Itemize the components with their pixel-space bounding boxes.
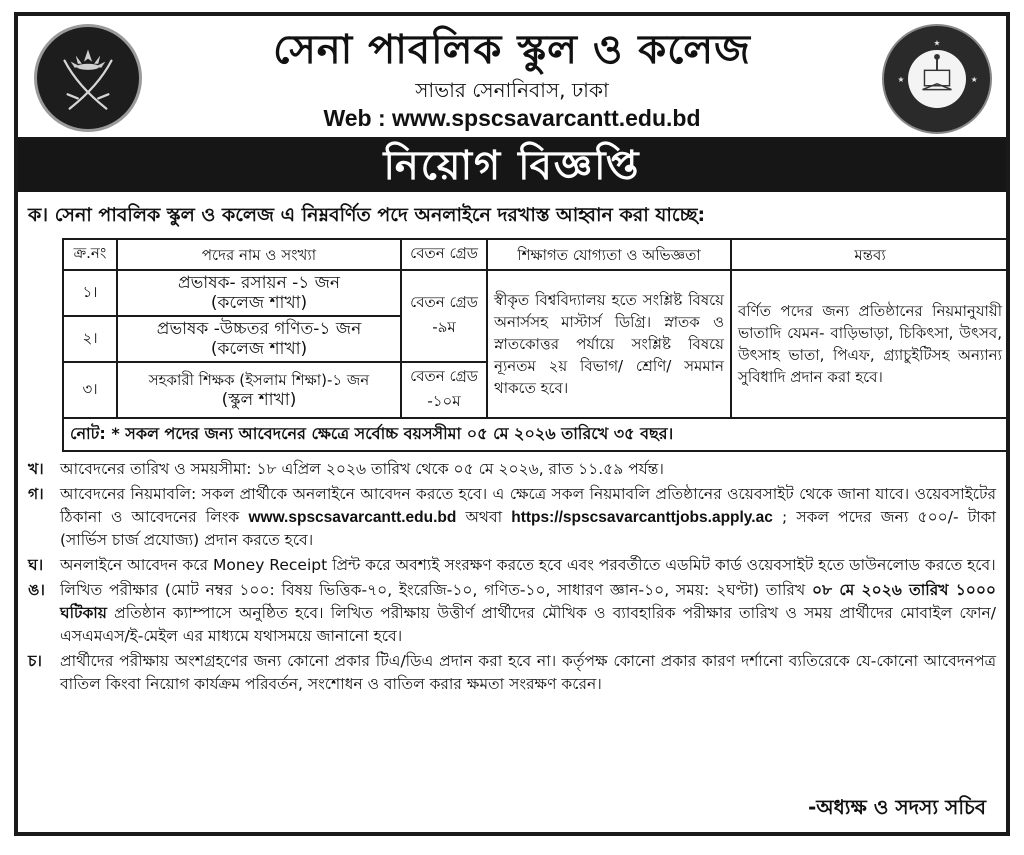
post-name: প্রভাষক- রসায়ন -১ জন (177, 273, 341, 293)
header-serial: ক্র.নং (63, 239, 117, 270)
fee-text: ; সকল পদের জন্য ৫০০/- টাকা (সার্ভিস চার্জ প্রযোজ্য) প্রদান করতে হবে। (60, 508, 996, 549)
post-name: প্রভাষক -উচ্চতর গণিত-১ জন (156, 319, 362, 339)
age-limit-note: নোট: * সকল পদের জন্য আবেদনের ক্ষেত্রে সর্বোচ্চ বয়সসীমা ০৫ মে ২০২৬ তারিখে ৩৫ বছর। (63, 418, 1009, 451)
svg-text:★: ★ (970, 74, 978, 84)
header-post-name: পদের নাম ও সংখ্যা (117, 239, 401, 270)
paragraph-marker: চ। (28, 652, 42, 670)
post-branch: (কলেজ শাখা) (210, 339, 308, 359)
pay-grade-cell: বেতন গ্রেড -১০ম (401, 362, 487, 418)
post-name: সহকারী শিক্ষক (ইসলাম শিক্ষা)-১ জন (148, 371, 370, 389)
pay-grade-cell: বেতন গ্রেড -৯ম (401, 270, 487, 362)
paragraph-marker: খ। (28, 460, 44, 478)
recruitment-notice (14, 12, 1010, 836)
intro-line: ক। সেনা পাবলিক স্কুল ও কলেজ এ নিম্নবর্ণিত পদে অনলাইনে দরখাস্ত আহ্বান করা যাচ্ছে: (28, 204, 706, 226)
school-website: Web : www.spscsavarcantt.edu.bd (323, 105, 701, 131)
post-branch: (কলেজ শাখা) (210, 293, 308, 313)
rules-text: আবেদনের নিয়মাবলি: সকল প্রার্থীকে অনলাইনে আবেদন করতে হবে। এ ক্ষেত্রে সকল নিয়মাবলি প্রতিষ্ঠানের ওয়েবসাইট থেকে জানা যাবে। ওয়েবসাইটের ঠিকানা ও আবেদনের লিংক (60, 485, 996, 526)
header-pay-grade: বেতন গ্রেড (401, 239, 487, 270)
note-row (63, 418, 1009, 451)
notice-header (18, 16, 1006, 140)
paragraph-cha (28, 650, 996, 696)
army-emblem-icon (34, 24, 142, 132)
school-name: সেনা পাবলিক স্কুল ও কলেজ (273, 27, 751, 73)
paragraph-ga (28, 483, 996, 552)
svg-text:★: ★ (933, 38, 941, 48)
paragraph-uma (28, 579, 996, 648)
application-deadline: আবেদনের তারিখ ও সময়সীমা: ১৮ এপ্রিল ২০২৬ তারিখ থেকে ০৫ মে ২০২৬, রাত ১১.৫৯ পর্যন্ত। (60, 460, 664, 478)
paragraph-marker: গ। (28, 485, 44, 503)
serial-cell: ৩। (63, 362, 117, 418)
table-row (63, 270, 1009, 316)
exam-date: ০৮ মে ২০২৬ তারিখ ১০০০ ঘটিকায় (60, 581, 996, 622)
remarks-cell: বর্ণিত পদের জন্য প্রতিষ্ঠানের নিয়মানুযায়ী ভাতাদি যেমন- বাড়িভাড়া, চিকিৎসা, উৎসব, উৎসাহ ভাতা, পিএফ, গ্র্যাচুইটিসহ অন্যান্য সুবিধাদি প্রদান করা হবে। (731, 270, 1009, 418)
header-remarks: মন্তব্য (731, 239, 1009, 270)
post-cell (117, 316, 401, 362)
money-receipt-text: অনলাইনে আবেদন করে Money Receipt প্রিন্ট করে অবশ্যই সংরক্ষণ করতে হবে এবং পরবর্তীতে এডমিট কার্ড ওয়েবসাইট হতে ডাউনলোড করতে হবে। (60, 556, 996, 574)
signature: -অধ্যক্ষ ও সদস্য সচিব (807, 795, 986, 819)
school-address: সাভার সেনানিবাস, ঢাকা (415, 78, 609, 102)
post-cell (117, 362, 401, 418)
paragraph-marker: ঙ। (28, 581, 45, 599)
exam-text-cont: প্রতিষ্ঠান ক্যাম্পাসে অনুষ্ঠিত হবে। লিখিত পরীক্ষায় উত্তীর্ণ প্রার্থীদের মৌখিক ও ব্যাবহারিক পরীক্ষার তারিখ ও সময় প্রার্থীদের মোবাইল ফোন/ এসএমএস/ই-মেইল এর মাধ্যমে যথাসময়ে জানানো হবে। (60, 604, 996, 645)
serial-cell: ১। (63, 270, 117, 316)
table-header-row (63, 239, 1009, 270)
header-qualification: শিক্ষাগত যোগ্যতা ও অভিজ্ঞতা (487, 239, 731, 270)
paragraph-marker: ঘ। (28, 556, 44, 574)
website-link[interactable]: www.spscsavarcantt.edu.bd (248, 509, 457, 526)
post-branch: (স্কুল শাখা) (221, 390, 297, 410)
svg-text:★: ★ (897, 74, 905, 84)
school-seal-icon (882, 24, 992, 134)
rules-text-or: অথবা (456, 508, 512, 526)
apply-link[interactable]: https://spscsavarcanttjobs.apply.ac (511, 509, 773, 526)
serial-cell: ২। (63, 316, 117, 362)
notice-body (28, 192, 1002, 696)
qualification-cell: স্বীকৃত বিশ্ববিদ্যালয় হতে সংশ্লিষ্ট বিষয়ে অনার্সসহ মাস্টার্স ডিগ্রি। স্নাতক ও স্নাতকোত্তর পর্যায়ে সংশ্লিষ্ট বিষয়ে ন্যূনতম ২য় বিভাগ/ শ্রেণি/ সমমান থাকতে হবে। (487, 270, 731, 418)
post-cell (117, 270, 401, 316)
posts-table (62, 238, 1010, 452)
paragraph-kha (28, 458, 996, 481)
authority-text: প্রার্থীদের পরীক্ষায় অংশগ্রহণের জন্য কোনো প্রকার টিএ/ডিএ প্রদান করা হবে না। কর্তৃপক্ষ কোনো প্রকার কারণ দর্শানো ব্যতিরেকে যে-কোনো আবেদনপত্র বাতিল কিংবা নিয়োগ কার্যক্রম পরিবর্তন, সংশোধন ও বাতিল করার ক্ষমতা সংরক্ষণ করেন। (60, 652, 996, 693)
notice-title-banner: নিয়োগ বিজ্ঞপ্তি (18, 140, 1006, 192)
paragraph-gha (28, 554, 996, 577)
exam-text: লিখিত পরীক্ষার (মোট নম্বর ১০০: বিষয় ভিত্তিক-৭০, ইংরেজি-১০, গণিত-১০, সাধারণ জ্ঞান-১০, সময়: ২ঘণ্টা) তারিখ (60, 581, 812, 599)
